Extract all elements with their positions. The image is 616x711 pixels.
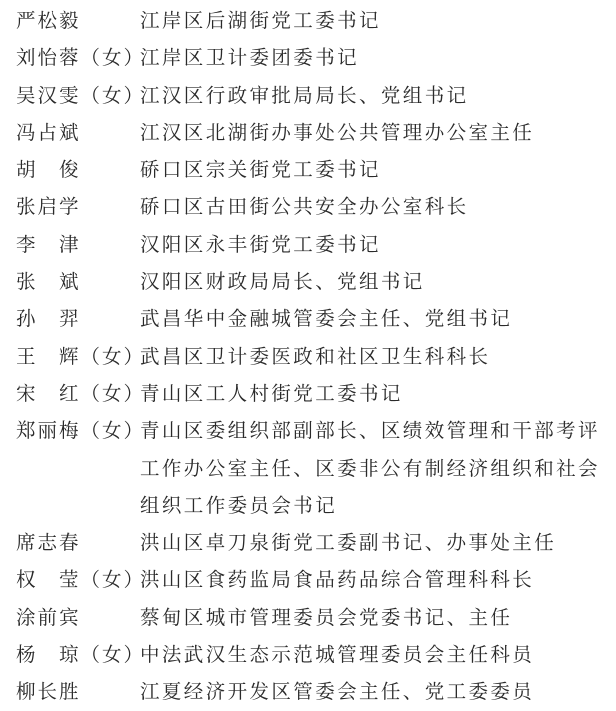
person-name: 胡 俊 xyxy=(16,158,81,182)
position-cell xyxy=(140,77,598,114)
person-name: 席志春 xyxy=(16,531,81,555)
position-text: 硚口区古田街公共安全办公室科长 xyxy=(140,195,469,219)
person-name-cell xyxy=(16,636,156,673)
roster-row xyxy=(0,263,616,300)
position-text: 江岸区卫计委团委书记 xyxy=(140,46,360,70)
person-name: 冯占斌 xyxy=(16,120,81,144)
person-name: 杨 琼 xyxy=(16,643,81,667)
person-name-cell xyxy=(16,375,156,412)
roster-row xyxy=(0,375,616,412)
position-text: 江岸区后湖街党工委书记 xyxy=(140,9,381,32)
person-name-cell xyxy=(16,226,156,263)
position-text: 武昌华中金融城管委会主任、党组书记 xyxy=(140,307,513,331)
position-text: 汉阳区财政局局长、党组书记 xyxy=(140,270,425,294)
person-name: 张 斌 xyxy=(16,270,81,294)
position-text: 青山区工人村街党工委书记 xyxy=(140,381,403,405)
person-name: 刘怡蓉 xyxy=(16,46,81,70)
position-cell xyxy=(140,673,598,710)
roster-row xyxy=(0,412,616,524)
person-name-cell xyxy=(16,151,156,188)
roster-row xyxy=(0,226,616,263)
position-text: 江夏经济开发区管委会主任、党工委委员 xyxy=(140,680,535,704)
position-text: 洪山区卓刀泉街党工委副书记、办事处主任 xyxy=(140,531,557,555)
position-cell xyxy=(140,2,598,39)
roster-row xyxy=(0,338,616,375)
position-cell xyxy=(140,114,598,151)
position-text: 青山区委组织部副部长、区绩效管理和干部考评 xyxy=(140,419,600,443)
roster-row xyxy=(0,636,616,673)
person-name: 吴汉雯 xyxy=(16,83,81,107)
roster-row xyxy=(0,561,616,598)
gender-note: （女） xyxy=(80,643,146,667)
person-name: 宋 红 xyxy=(16,381,81,405)
gender-note: （女） xyxy=(80,83,146,107)
position-cell xyxy=(140,375,598,412)
roster-row xyxy=(0,77,616,114)
person-name: 柳长胜 xyxy=(16,680,81,704)
position-text: 江汉区北湖街办事处公共管理办公室主任 xyxy=(140,120,535,144)
person-name: 郑丽梅 xyxy=(16,419,81,443)
gender-note: （女） xyxy=(80,46,146,70)
gender-note: （女） xyxy=(80,344,146,368)
position-cell xyxy=(140,636,598,673)
person-name-cell xyxy=(16,2,156,39)
position-text: 汉阳区永丰街党工委书记 xyxy=(140,232,381,256)
person-name: 涂前宾 xyxy=(16,605,81,629)
person-name-cell xyxy=(16,114,156,151)
person-name: 张启学 xyxy=(16,195,81,219)
position-cell xyxy=(140,412,598,524)
position-text: 洪山区食药监局食品药品综合管理科科长 xyxy=(140,568,535,592)
gender-note: （女） xyxy=(80,419,146,443)
person-name-cell xyxy=(16,338,156,375)
position-cell xyxy=(140,151,598,188)
person-name: 严松毅 xyxy=(16,9,81,32)
person-name-cell xyxy=(16,673,156,710)
person-name: 权 莹 xyxy=(16,568,81,592)
position-text: 工作办公室主任、区委非公有制经济组织和社会 xyxy=(140,456,600,480)
person-name-cell xyxy=(16,412,156,524)
person-name-cell xyxy=(16,188,156,225)
person-name-cell xyxy=(16,300,156,337)
position-text: 组织工作委员会书记 xyxy=(140,493,338,517)
roster-row xyxy=(0,599,616,636)
person-name: 王 辉 xyxy=(16,344,81,368)
roster-row xyxy=(0,300,616,337)
position-text: 中法武汉生态示范城管理委员会主任科员 xyxy=(140,643,535,667)
position-cell xyxy=(140,39,598,76)
position-cell xyxy=(140,263,598,300)
roster-row xyxy=(0,188,616,225)
roster-row xyxy=(0,524,616,561)
position-cell xyxy=(140,300,598,337)
person-name: 孙 羿 xyxy=(16,307,81,331)
person-name-cell xyxy=(16,263,156,300)
position-text: 硚口区宗关街党工委书记 xyxy=(140,158,381,182)
position-cell xyxy=(140,226,598,263)
gender-note: （女） xyxy=(80,381,146,405)
roster-row xyxy=(0,39,616,76)
position-text: 武昌区卫计委医政和社区卫生科科长 xyxy=(140,344,491,368)
roster-row xyxy=(0,673,616,710)
person-name-cell xyxy=(16,599,156,636)
position-cell xyxy=(140,338,598,375)
person-name-cell xyxy=(16,77,156,114)
person-name: 李 津 xyxy=(16,232,81,256)
position-text: 蔡甸区城市管理委员会党委书记、主任 xyxy=(140,605,513,629)
roster-row xyxy=(0,151,616,188)
position-cell xyxy=(140,524,598,561)
gender-note: （女） xyxy=(80,568,146,592)
position-text: 江汉区行政审批局局长、党组书记 xyxy=(140,83,469,107)
person-name-cell xyxy=(16,39,156,76)
position-cell xyxy=(140,561,598,598)
position-cell xyxy=(140,188,598,225)
position-cell xyxy=(140,599,598,636)
person-name-cell xyxy=(16,561,156,598)
roster-row xyxy=(0,114,616,151)
roster-row xyxy=(0,0,616,39)
person-name-cell xyxy=(16,524,156,561)
